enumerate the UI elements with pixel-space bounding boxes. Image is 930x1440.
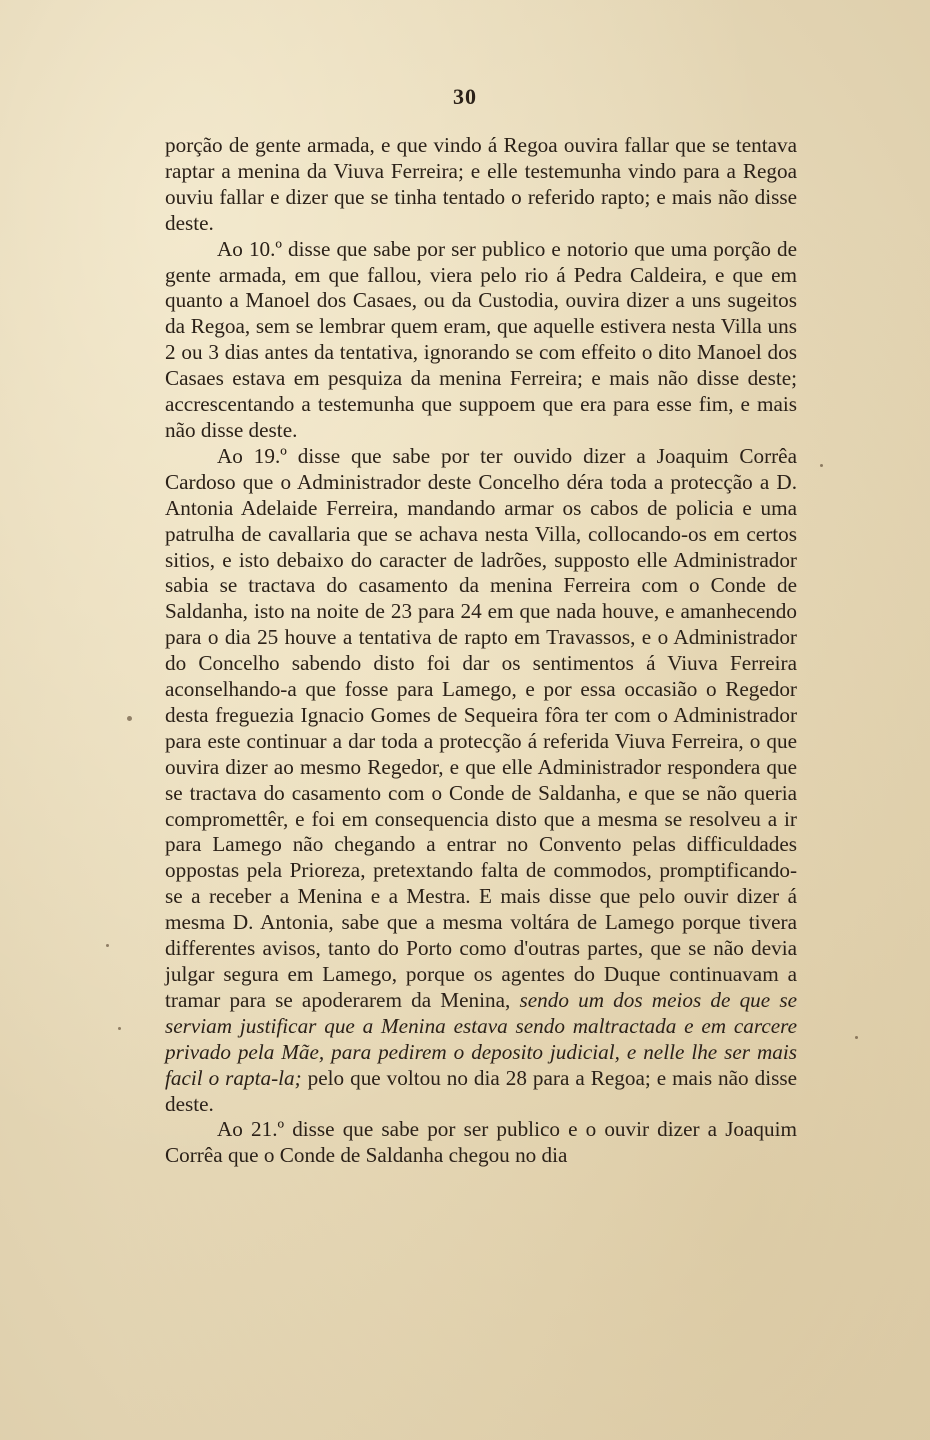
paper-speck — [820, 464, 823, 467]
body-text — [165, 133, 797, 1169]
paragraph-item-19 — [165, 444, 797, 1118]
paragraph-continuation — [165, 133, 797, 237]
paragraph-text: porção de gente armada, e que vindo á Regoa ouvira fallar que se tentava raptar a menina da Viuva Ferreira; e elle testemunha vindo para a Regoa ouviu fallar e dizer que se tinha tentado o referido rapto; e mais não disse deste. — [165, 133, 797, 235]
paragraph-text: Ao 21.º disse que sabe por ser publico e o ouvir dizer a Joaquim Corrêa que o Conde de Saldanha chegou no dia — [165, 1117, 797, 1168]
paragraph-text: Ao 10.º disse que sabe por ser publico e notorio que uma porção de gente armada, em que fallou, viera pelo rio á Pedra Caldeira, e que em quanto a Manoel dos Casaes, ou da Custodia, ouvira dizer a uns sugeitos da Regoa, sem se lembrar quem eram, que aquelle estivera nesta Villa uns 2 ou 3 dias antes da tentativa, ignorando se com effeito o dito Manoel dos Casaes estava em pesquiza da menina Ferreira; e mais não disse deste; accrescentando a testemunha que suppoem que era para esse fim, e mais não disse deste. — [165, 236, 797, 442]
paper-speck — [118, 1027, 121, 1030]
paper-speck — [855, 1036, 858, 1039]
paragraph-italic-text: sendo um dos meios de que se serviam justificar que a Menina estava sendo maltractada e em carcere privado pela Mãe, para pedirem o deposito judicial, e nelle lhe ser mais facil o rapta-la; — [165, 987, 797, 1090]
paper-speck — [127, 716, 132, 721]
paper-speck — [106, 944, 109, 947]
paragraph-item-10 — [165, 237, 797, 444]
paragraph-item-21 — [165, 1117, 797, 1169]
page-number: 30 — [453, 84, 477, 109]
paragraph-text: Ao 19.º disse que sabe por ter ouvido dizer a Joaquim Corrêa Cardoso que o Administrador deste Concelho déra toda a protecção a D. Antonia Adelaide Ferreira, mandando armar os cabos de policia e uma patrulha de cavallaria que se achava nesta Villa, collocando-os em certos sitios, e isto debaixo do caracter de ladrões, supposto elle Administrador sabia se tractava do casamento da menina Ferreira com o Conde de Saldanha, isto na noite de 23 para 24 em que nada houve, e amanhecendo para o dia 25 houve a tentativa de rapto em Travassos, e o Administrador do Concelho sabendo disto foi dar os sentimentos á Viuva Ferreira aconselhando-a que fosse para Lamego, e por essa occasião o Regedor desta freguezia Ignacio Gomes de Sequeira fôra ter com o Administrador para este continuar a dar toda a protecção á referida Viuva Ferreira, o que ouvira dizer ao mesmo Regedor, e que elle Administrador respondera que se tractava do casamento com o Conde de Saldanha, e que se não queria compromettêr, e foi em consequencia disto que a mesma se resolveu a ir para Lamego não chegando a entrar no Convento pelas difficuldades oppostas pela Prioreza, pretextando falta de commodos, promptificando-se a receber a Menina e a Mestra. E mais disse que pelo ouvir dizer á mesma D. Antonia, sabe que a mesma voltára de Lamego porque tivera differentes avisos, tanto do Porto como d'outras partes, que se não devia julgar segura em Lamego, porque os agentes do Duque continuavam a tramar para se apoderarem da Menina, — [165, 443, 797, 1012]
paragraph-text-after: pelo que voltou no dia 28 para a Regoa; e mais não disse deste. — [165, 1065, 797, 1116]
